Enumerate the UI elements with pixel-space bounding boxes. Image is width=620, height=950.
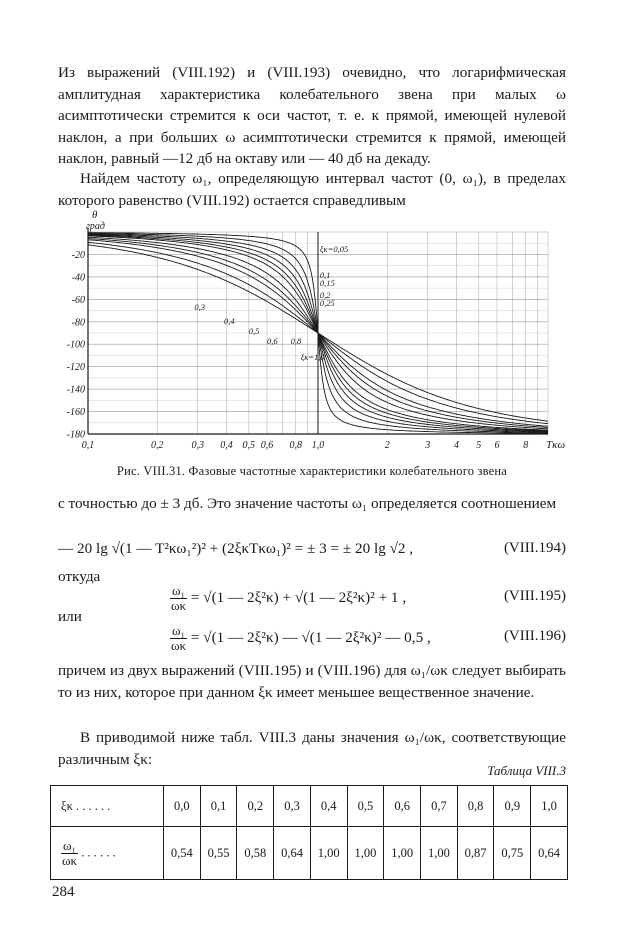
x-tick-label: 0,1 — [81, 440, 95, 451]
series-label: 0,5 — [248, 326, 260, 336]
table-cell: 0,7 — [421, 786, 458, 827]
table-cell: 0,1 — [200, 786, 237, 827]
table-cell: 0,9 — [494, 786, 531, 827]
x-tick-label: 1,0 — [311, 440, 325, 451]
x-tick-label: 0,2 — [150, 440, 164, 451]
figure-caption: Рис. VIII.31. Фазовые частотные характеристики колебательного звена — [116, 464, 508, 478]
paragraph-find-frequency: Найдем частоту ω₁, определяющую интервал частот (0, ω₁), в пределах которого равенство (VIII.192) остается справедливым — [58, 170, 566, 209]
table-cell: 1,0 — [531, 786, 568, 827]
x-tick-label: 0,4 — [220, 440, 233, 451]
series-label: 0,6 — [266, 336, 278, 346]
equation-196: $\frac{\text{ω₁}}{\omega\kappa}$ = √(1 — 2ξ²κ) — √(1 — 2ξ²κ)² — 0,5 , — [171, 623, 431, 653]
series-label: 0,15 — [319, 278, 335, 288]
x-tick-label: 3 — [425, 440, 431, 451]
table-cell: 0,4 — [310, 786, 347, 827]
series-label: 0,8 — [290, 336, 302, 346]
x-tick-label: 2 — [384, 440, 390, 451]
y-axis-unit: град — [86, 221, 105, 232]
table-cell: 0,55 — [200, 827, 237, 880]
table-header-xi: ξκ . . . . . . — [51, 786, 164, 827]
x-tick-label: 6 — [494, 440, 500, 451]
equation-194-number: (VIII.194) — [503, 540, 566, 556]
x-tick-label: 4 — [453, 440, 459, 451]
y-tick-label: -100 — [66, 339, 85, 351]
series-label: ξκ=0,05 — [319, 244, 349, 254]
x-tick-label: 0,8 — [289, 440, 302, 451]
table-cell: 0,54 — [164, 827, 201, 880]
fraction-omega-ratio: $\frac{\text{ω₁}}{\omega\kappa}$ — [171, 623, 187, 653]
x-tick-label: 5 — [476, 440, 482, 451]
equation-195-number: (VIII.195) — [503, 588, 566, 604]
x-tick-label: 0,5 — [242, 440, 256, 451]
series-label: 0,4 — [223, 316, 235, 326]
y-axis-symbol: θ — [92, 209, 98, 221]
table-cell: 0,64 — [531, 827, 568, 880]
label-otkuda: откуда — [58, 568, 101, 585]
paragraph-table-intro: В приводимой ниже табл. VIII.3 даны значения ω₁/ωκ, соответствующие различным ξκ: — [58, 729, 566, 768]
series-label: ξκ=1,0 — [300, 352, 325, 362]
equation-195: $\frac{\text{ω₁}}{\omega\kappa}$ = √(1 — 2ξ²κ) + √(1 — 2ξ²κ)² + 1 , — [171, 583, 407, 613]
table-cell: 0,75 — [494, 827, 531, 880]
table-cell: 0,58 — [237, 827, 274, 880]
page-number: 284 — [52, 884, 75, 900]
y-tick-label: -180 — [66, 429, 85, 441]
y-tick-label: -20 — [71, 249, 85, 261]
paragraph-intro: Из выражений (VIII.192) и (VIII.193) очевидно, что логарифмическая амплитудная характеристика колебательного звена при малых ω асимптотически стремится к оси частот, т. е. к прямой, имеющей нулевой наклон, а при больших ω асимптотически стремится к прямой, имеющей наклон, равный —12 дб на октаву или — 40 дб на декаду. — [58, 64, 566, 168]
y-tick-label: -60 — [71, 294, 85, 306]
table-cell: 0,6 — [384, 786, 421, 827]
series-label: 0,3 — [194, 302, 205, 312]
table-cell: 0,8 — [457, 786, 494, 827]
fraction-omega-ratio: $\frac{\text{ω₁}}{\omega\kappa}$ — [62, 837, 78, 868]
table-cell: 1,00 — [384, 827, 421, 880]
y-tick-label: -160 — [66, 407, 85, 419]
phase-response-chart — [58, 208, 568, 463]
equation-194: — 20 lg √(1 — T²κω₁²)² + (2ξκTκω₁)² = ± 3 = ± 20 lg √2 , — [58, 540, 414, 557]
x-tick-label: 0,3 — [191, 440, 204, 451]
y-tick-label: -120 — [66, 362, 85, 374]
y-tick-label: -140 — [66, 384, 85, 396]
table-cell: 0,2 — [237, 786, 274, 827]
table-row-ratio — [51, 827, 568, 880]
table-cell: 0,0 — [164, 786, 201, 827]
table-cell: 0,87 — [457, 827, 494, 880]
label-ili: или — [58, 608, 82, 625]
series-label: 0,1 — [319, 270, 331, 280]
table-cell: 0,3 — [274, 786, 311, 827]
series-label: 0,25 — [319, 298, 335, 308]
table-row-xi — [51, 786, 568, 827]
table-cell: 0,5 — [347, 786, 384, 827]
table-header-ratio: $\frac{\text{ω₁}}{\omega\kappa}$ . . . . . . — [51, 827, 164, 880]
table-cell: 1,00 — [347, 827, 384, 880]
fraction-omega-ratio: $\frac{\text{ω₁}}{\omega\kappa}$ — [171, 583, 187, 613]
series-label: 0,2 — [319, 290, 331, 300]
x-tick-label: 8 — [523, 440, 529, 451]
x-tick-label: 0,6 — [260, 440, 274, 451]
y-tick-label: -40 — [71, 272, 85, 284]
table-cell: 1,00 — [310, 827, 347, 880]
x-axis-label: Tκω — [546, 439, 566, 451]
equation-196-number: (VIII.196) — [503, 628, 566, 644]
table-cell: 1,00 — [421, 827, 458, 880]
table-title: Таблица VIII.3 — [487, 763, 566, 778]
table-cell: 0,64 — [274, 827, 311, 880]
zeta-ratio-table — [50, 785, 568, 880]
paragraph-accuracy: с точностью до ± 3 дб. Это значение частоты ω₁ определяется соотношением — [58, 495, 557, 512]
y-tick-label: -80 — [71, 317, 85, 329]
paragraph-choose: причем из двух выражений (VIII.195) и (VIII.196) для ω₁/ωκ следует выбирать то из них, которое при данном ξκ имеет меньшее вещественное значение. — [58, 662, 566, 701]
